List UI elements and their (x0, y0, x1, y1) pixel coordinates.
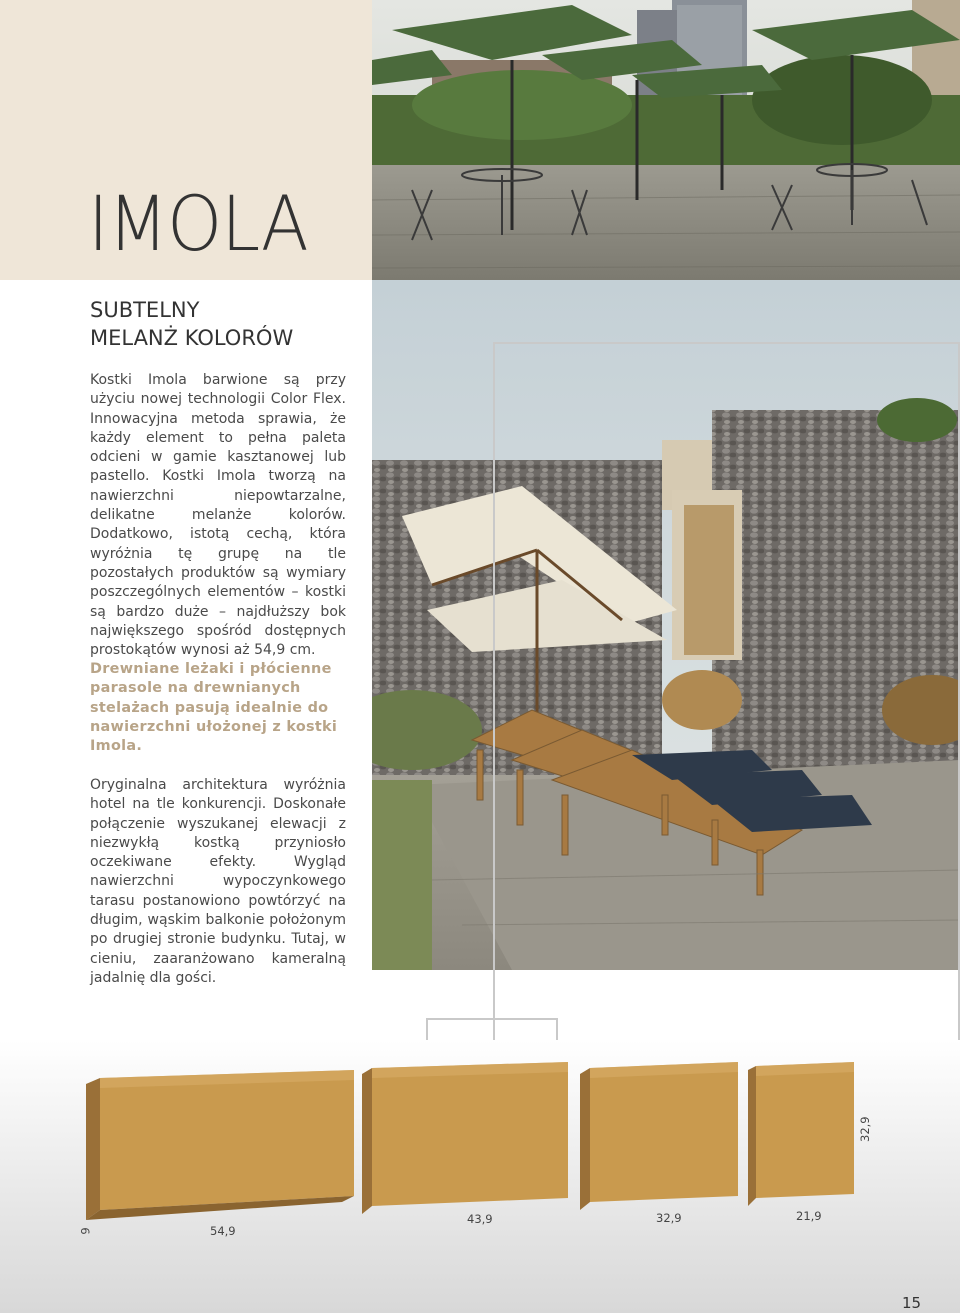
paver-block-54-9 (86, 1070, 362, 1230)
architecture-paragraph: Oryginalna architektura wyróżnia hotel na tle konkurencji. Doskonałe połączenie wyszukanej elewacji z niezwykłą kostką przyniosło oczekiwane efekty. Wygląd nawierzchni wypoczynkowego tarasu postanowiono powtórzyć na długim, wąskim balkonie położonym po drugiej stronie budynku. Tutaj, w cieniu, zaaranżowano kameralną jadalnię dla gości. (90, 777, 346, 986)
paver-block-32-9 (580, 1058, 744, 1218)
highlight-paragraph: Drewniane leżaki i płócienne parasole na drewnianych stelażach pasują idealnie do nawierzchni ułożonej z kostki Imola. (90, 661, 338, 755)
paver-block-43-9 (362, 1058, 576, 1218)
terrace-umbrellas-photo (372, 0, 960, 280)
paver-block-21-9 (748, 1056, 860, 1216)
dimension-width-1: 54,9 (210, 1224, 236, 1238)
subtitle (90, 296, 293, 352)
dimension-width-4: 21,9 (796, 1209, 822, 1223)
subtitle-line-2: MELANŻ KOLORÓW (90, 326, 294, 350)
page-number: 15 (902, 1294, 922, 1312)
subtitle-line-1: SUBTELNY (90, 298, 200, 322)
dimension-height: 32,9 (858, 1116, 872, 1142)
dimension-width-3: 32,9 (656, 1211, 682, 1225)
dimension-thickness: 9 (78, 1227, 93, 1235)
intro-paragraph: Kostki Imola barwione są przy użyciu nowej technologii Color Flex. Innowacyjna metoda sprawia, że każdy element to pełna paleta odcieni w gamie kasztanowej lub pastello. Kostki Imola tworzą na nawierzchni niepowtarzalne, delikatne melanże kolorów. Dodatkowo, istotą cechą, która wyróżnia tę grupę na tle pozostałych produktów są wymiary poszczególnych elementów – kostki są bardzo duże – najdłuższy bok największego spośród dostępnych prostokątów wynosi aż 54,9 cm. (90, 372, 346, 659)
dimension-width-2: 43,9 (467, 1212, 493, 1226)
page-title: IMOLA (88, 179, 308, 268)
decorative-frame-large (493, 342, 960, 1046)
